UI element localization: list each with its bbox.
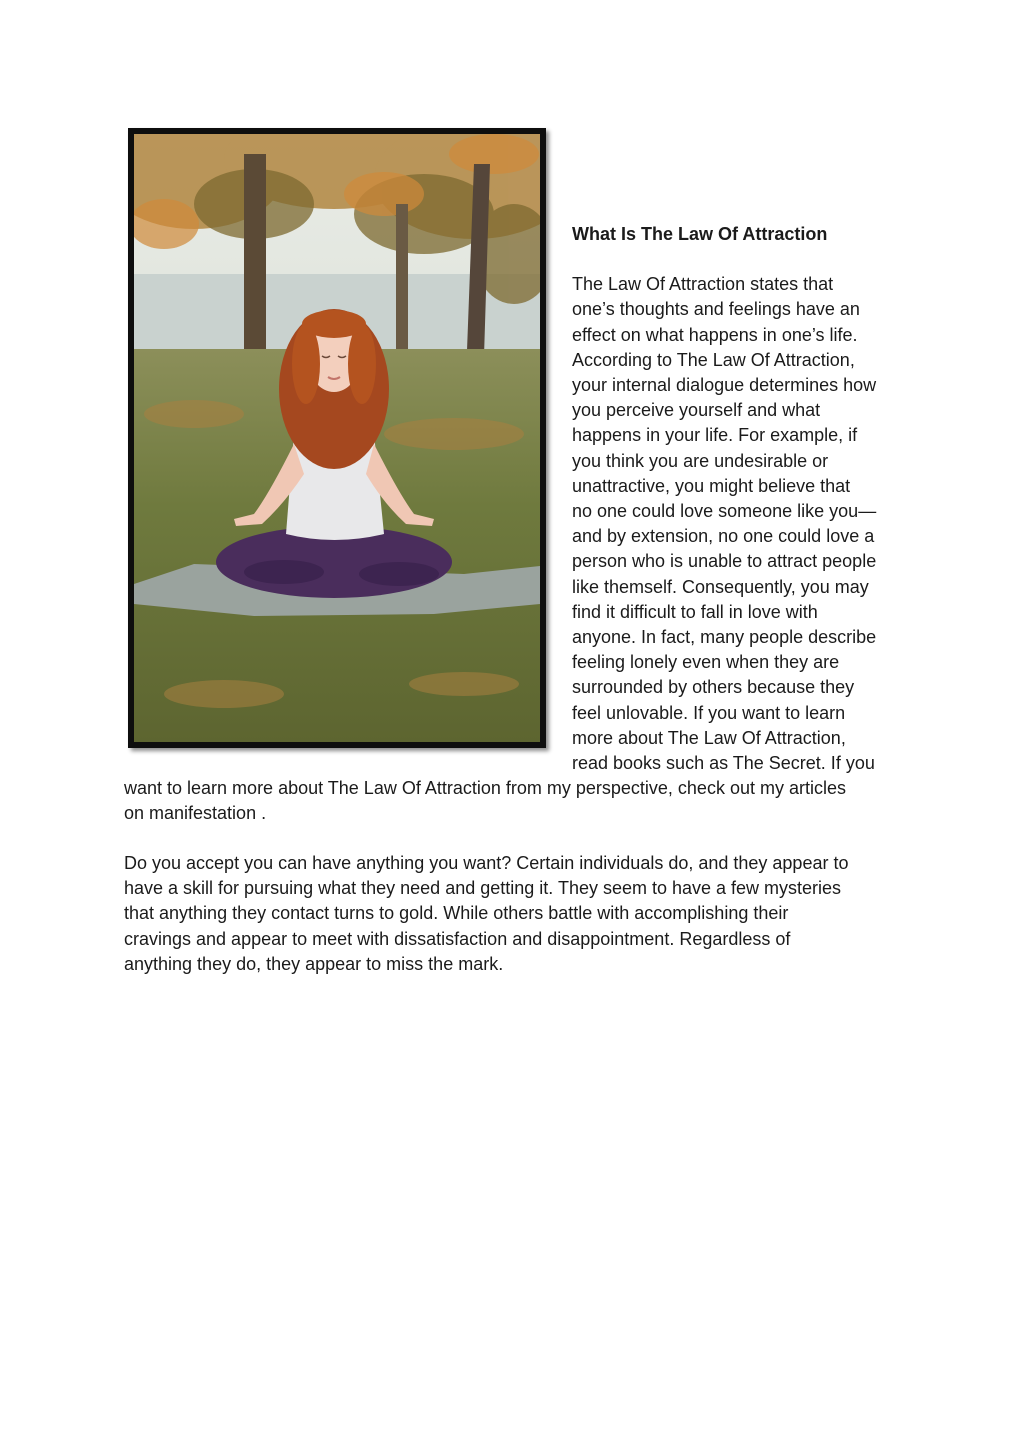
paragraph-line: like themself. Consequently, you may (572, 576, 869, 597)
paragraph-line: Do you accept you can have anything you want? Certain individuals do, and they appear to (124, 853, 849, 873)
paragraph-line: anyone. In fact, many people describe (572, 627, 877, 648)
paragraph-line: and by extension, no one could love a (572, 526, 875, 547)
article-heading: What Is The Law Of Attraction (572, 224, 828, 244)
meditation-photo (128, 128, 546, 748)
paragraph-line: more about The Law Of Attraction, (572, 727, 846, 748)
paragraph-line: find it difficult to fall in love with (572, 601, 818, 622)
paragraph-line: happens in your life. For example, if (572, 425, 858, 446)
paragraph-line: on manifestation . (124, 803, 267, 824)
paragraph-line: you perceive yourself and what (572, 400, 821, 421)
paragraph-line: read books such as The Secret. If you (572, 753, 875, 774)
paragraph-line: you think you are undesirable or (572, 450, 829, 471)
paragraph-line: surrounded by others because they (572, 677, 855, 698)
paragraph-line: anything they do, they appear to miss the mark. (124, 953, 504, 974)
paragraph-line: feeling lonely even when they are (572, 652, 840, 673)
paragraph-1-side (572, 272, 917, 776)
paragraph-line: unattractive, you might believe that (572, 475, 851, 496)
paragraph-line: no one could love someone like you— (572, 501, 877, 522)
paragraph-line: The Law Of Attraction states that (572, 274, 834, 295)
paragraph-1-continuation (124, 776, 914, 826)
paragraph-line: person who is unable to attract people (572, 551, 877, 572)
paragraph-line: have a skill for pursuing what they need and getting it. They seem to have a few mysteries (124, 878, 842, 899)
paragraph-line: cravings and appear to meet with dissatisfaction and disappointment. Regardless of (124, 928, 791, 949)
meditation-photo-illustration (134, 134, 540, 742)
paragraph-line: feel unlovable. If you want to learn (572, 702, 846, 723)
paragraph-line: that anything they contact turns to gold. While others battle with accomplishing their (124, 903, 789, 924)
paragraph-line: your internal dialogue determines how (572, 375, 877, 396)
article-side-column (572, 222, 917, 776)
paragraph-2 (124, 851, 914, 977)
paragraph-line: want to learn more about The Law Of Attraction from my perspective, check out my articles (124, 778, 846, 798)
paragraph-line: one’s thoughts and feelings have an (572, 299, 860, 320)
paragraph-line: effect on what happens in one’s life. (572, 324, 858, 345)
paragraph-line: According to The Law Of Attraction, (572, 349, 855, 370)
